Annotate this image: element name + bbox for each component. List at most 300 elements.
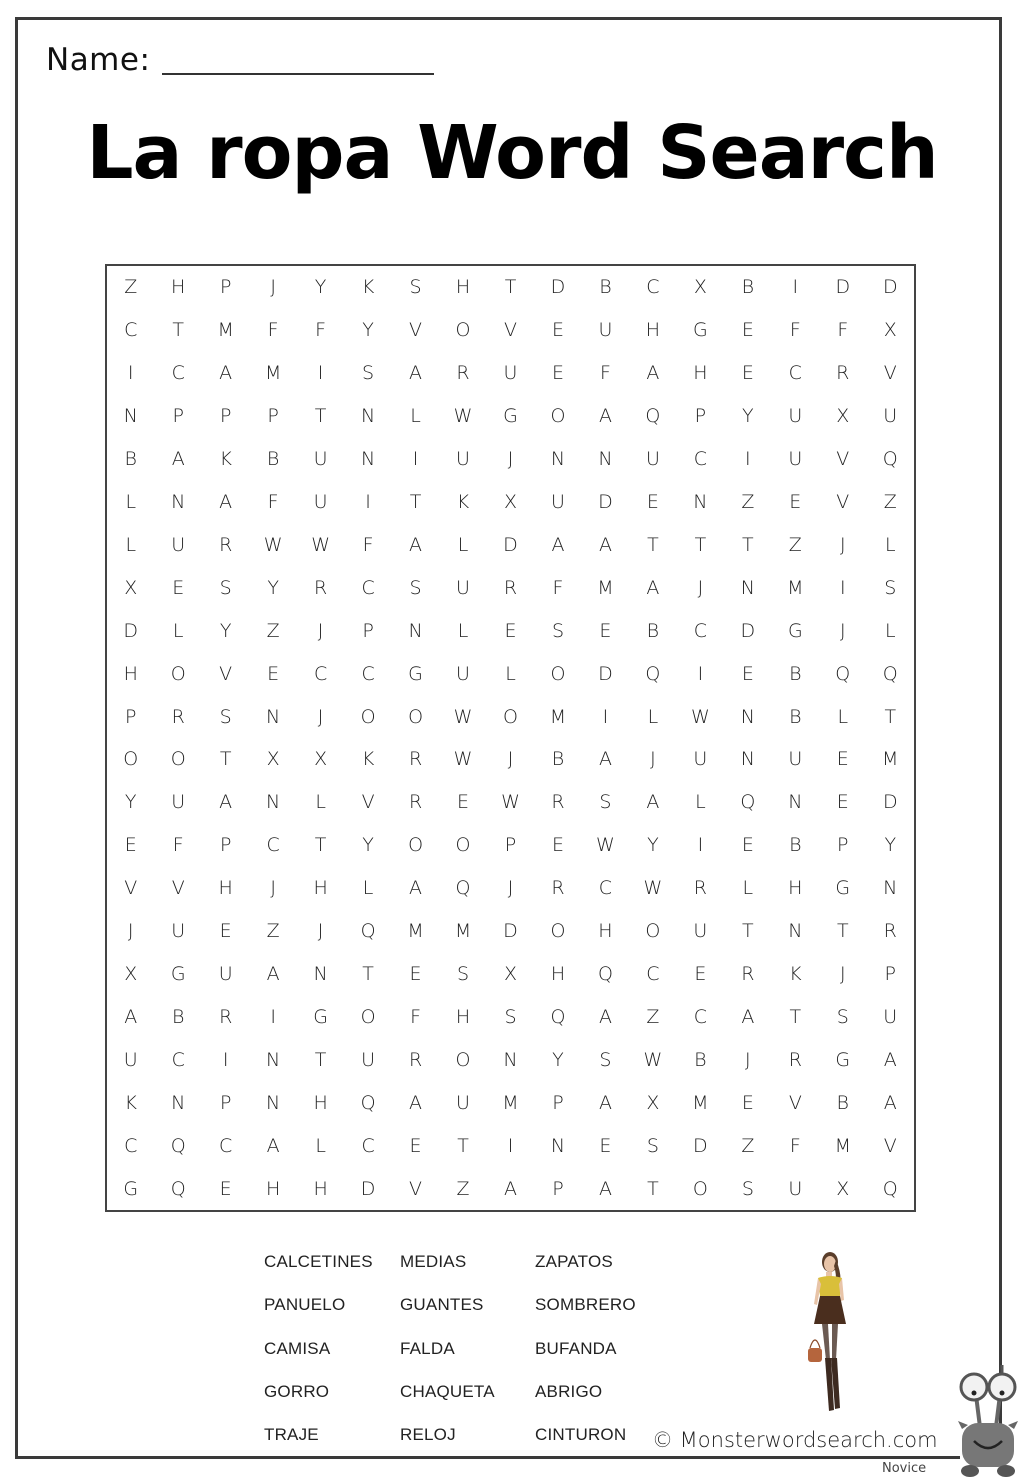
grid-cell[interactable]: U (123, 1048, 138, 1071)
grid-cell[interactable]: W (501, 791, 520, 814)
grid-cell[interactable]: A (266, 1134, 280, 1157)
grid-cell[interactable]: E (409, 962, 422, 985)
grid-cell[interactable]: N (503, 1048, 518, 1071)
grid-cell[interactable]: A (598, 405, 612, 428)
grid-cell[interactable]: N (123, 405, 138, 428)
grid-cell[interactable]: A (409, 1091, 423, 1114)
grid-cell[interactable]: U (788, 1177, 803, 1200)
grid-cell[interactable]: L (884, 619, 896, 642)
grid-cell[interactable]: H (123, 662, 138, 685)
grid-cell[interactable]: E (267, 662, 280, 685)
grid-cell[interactable]: T (314, 834, 327, 857)
grid-cell[interactable]: I (365, 490, 371, 513)
grid-cell[interactable]: B (171, 1005, 185, 1028)
grid-cell[interactable]: F (267, 319, 279, 342)
grid-cell[interactable]: V (409, 1177, 423, 1200)
grid-cell[interactable]: R (219, 533, 233, 556)
grid-cell[interactable]: A (409, 877, 423, 900)
grid-cell[interactable]: Q (360, 920, 376, 943)
grid-cell[interactable]: M (454, 920, 472, 943)
grid-cell[interactable]: C (646, 276, 660, 299)
grid-cell[interactable]: E (409, 1134, 422, 1157)
grid-cell[interactable]: W (643, 877, 663, 900)
grid-cell[interactable]: S (884, 576, 897, 599)
grid-cell[interactable]: V (219, 662, 233, 685)
grid-cell[interactable]: O (645, 920, 661, 943)
grid-cell[interactable]: A (598, 533, 612, 556)
grid-cell[interactable]: U (456, 576, 470, 599)
grid-cell[interactable]: P (552, 1177, 564, 1200)
grid-cell[interactable]: L (410, 405, 421, 428)
grid-cell[interactable]: I (317, 362, 324, 385)
grid-cell[interactable]: E (599, 1134, 612, 1157)
grid-cell[interactable]: B (599, 276, 612, 299)
grid-cell[interactable]: A (266, 962, 280, 985)
grid-cell[interactable]: O (692, 1177, 708, 1200)
grid-cell[interactable]: S (409, 576, 422, 599)
grid-cell[interactable]: H (550, 962, 566, 985)
grid-cell[interactable]: M (217, 319, 234, 342)
grid-cell[interactable]: X (836, 405, 850, 428)
grid-cell[interactable]: S (741, 1177, 754, 1200)
grid-cell[interactable]: T (314, 405, 327, 428)
grid-cell[interactable]: H (598, 920, 613, 943)
grid-cell[interactable]: P (125, 705, 137, 728)
grid-cell[interactable]: C (693, 448, 708, 471)
grid-cell[interactable]: E (504, 619, 517, 642)
grid-cell[interactable]: B (124, 448, 137, 471)
grid-cell[interactable]: U (456, 1091, 470, 1114)
grid-cell[interactable]: M (882, 748, 899, 771)
grid-cell[interactable]: H (313, 1177, 328, 1200)
grid-cell[interactable]: Q (170, 1134, 186, 1157)
grid-cell[interactable]: A (646, 576, 660, 599)
grid-cell[interactable]: S (504, 1005, 517, 1028)
grid-cell[interactable]: Q (740, 791, 756, 814)
grid-cell[interactable]: E (551, 319, 564, 342)
grid-cell[interactable]: N (550, 1134, 566, 1157)
grid-cell[interactable]: Y (362, 834, 374, 857)
grid-cell[interactable]: O (360, 1005, 376, 1028)
grid-cell[interactable]: C (361, 1134, 375, 1157)
grid-cell[interactable]: C (171, 1048, 185, 1071)
grid-cell[interactable]: A (741, 1005, 755, 1028)
grid-cell[interactable]: L (172, 619, 184, 642)
grid-cell[interactable]: M (264, 362, 282, 385)
grid-cell[interactable]: T (504, 276, 517, 299)
grid-cell[interactable]: P (219, 834, 232, 857)
grid-cell[interactable]: B (789, 834, 802, 857)
grid-cell[interactable]: N (171, 1091, 186, 1114)
grid-cell[interactable]: L (125, 490, 137, 513)
grid-cell[interactable]: A (598, 1005, 612, 1028)
grid-cell[interactable]: Y (124, 791, 137, 814)
grid-cell[interactable]: A (598, 1177, 612, 1200)
grid-cell[interactable]: B (694, 1048, 707, 1071)
grid-cell[interactable]: J (317, 619, 324, 642)
grid-cell[interactable]: X (883, 319, 897, 342)
grid-cell[interactable]: N (360, 448, 376, 471)
grid-cell[interactable]: J (839, 962, 846, 985)
grid-cell[interactable]: O (550, 405, 566, 428)
grid-cell[interactable]: A (409, 533, 423, 556)
grid-cell[interactable]: M (692, 1091, 709, 1114)
grid-cell[interactable]: F (789, 1134, 801, 1157)
grid-cell[interactable]: D (598, 662, 613, 685)
grid-cell[interactable]: M (597, 576, 614, 599)
grid-cell[interactable]: B (789, 705, 802, 728)
grid-cell[interactable]: I (270, 1005, 276, 1028)
grid-cell[interactable]: F (410, 1005, 422, 1028)
grid-cell[interactable]: P (884, 962, 896, 985)
grid-cell[interactable]: E (836, 748, 849, 771)
grid-cell[interactable]: A (503, 1177, 517, 1200)
grid-cell[interactable]: W (263, 533, 283, 556)
grid-cell[interactable]: N (360, 405, 376, 428)
grid-cell[interactable]: S (646, 1134, 659, 1157)
grid-cell[interactable]: S (551, 619, 564, 642)
grid-cell[interactable]: P (837, 834, 849, 857)
grid-cell[interactable]: G (835, 1048, 851, 1071)
grid-cell[interactable]: J (745, 1048, 751, 1071)
grid-cell[interactable]: S (599, 1048, 612, 1071)
grid-cell[interactable]: D (693, 1134, 708, 1157)
grid-cell[interactable]: W (643, 1048, 663, 1071)
grid-cell[interactable]: R (551, 791, 565, 814)
grid-cell[interactable]: L (647, 705, 659, 728)
grid-cell[interactable]: F (267, 490, 279, 513)
grid-cell[interactable]: A (883, 1048, 897, 1071)
grid-cell[interactable]: T (219, 748, 232, 771)
grid-cell[interactable]: S (409, 276, 422, 299)
grid-cell[interactable]: Q (882, 662, 898, 685)
grid-cell[interactable]: C (598, 877, 613, 900)
grid-cell[interactable]: X (124, 962, 138, 985)
grid-cell[interactable]: U (883, 1005, 898, 1028)
grid-cell[interactable]: G (503, 405, 518, 428)
grid-cell[interactable]: R (171, 705, 185, 728)
grid-cell[interactable]: F (362, 533, 374, 556)
grid-cell[interactable]: Q (835, 662, 851, 685)
grid-cell[interactable]: Z (646, 1005, 660, 1028)
grid-cell[interactable]: J (270, 877, 276, 900)
grid-cell[interactable]: E (789, 490, 802, 513)
grid-cell[interactable]: Z (741, 490, 755, 513)
grid-cell[interactable]: T (884, 705, 897, 728)
grid-cell[interactable]: U (788, 448, 803, 471)
grid-cell[interactable]: N (883, 877, 898, 900)
grid-cell[interactable]: N (788, 920, 803, 943)
grid-cell[interactable]: R (408, 748, 423, 771)
grid-cell[interactable]: N (266, 1048, 281, 1071)
grid-cell[interactable]: R (314, 576, 328, 599)
grid-cell[interactable]: A (551, 533, 565, 556)
grid-cell[interactable]: V (836, 448, 850, 471)
grid-cell[interactable]: V (503, 319, 517, 342)
grid-cell[interactable]: T (742, 533, 754, 556)
grid-cell[interactable]: Q (645, 405, 661, 428)
grid-cell[interactable]: X (503, 490, 517, 513)
grid-cell[interactable]: D (882, 276, 898, 299)
grid-cell[interactable]: K (124, 1091, 137, 1114)
grid-cell[interactable]: O (408, 705, 424, 728)
grid-cell[interactable]: N (408, 619, 423, 642)
grid-cell[interactable]: G (693, 319, 708, 342)
grid-cell[interactable]: B (551, 748, 565, 771)
grid-cell[interactable]: Y (267, 576, 279, 599)
grid-cell[interactable]: U (693, 748, 708, 771)
grid-cell[interactable]: L (695, 791, 706, 814)
grid-cell[interactable]: E (172, 576, 185, 599)
grid-cell[interactable]: X (124, 576, 138, 599)
grid-cell[interactable]: L (884, 533, 896, 556)
grid-cell[interactable]: X (266, 748, 280, 771)
grid-cell[interactable]: V (124, 877, 138, 900)
copyright-link[interactable]: © Monsterwordsearch.com (652, 1428, 938, 1452)
grid-cell[interactable]: W (453, 748, 473, 771)
grid-cell[interactable]: N (788, 791, 803, 814)
grid-cell[interactable]: O (550, 662, 566, 685)
grid-cell[interactable]: V (409, 319, 423, 342)
grid-cell[interactable]: E (599, 619, 612, 642)
grid-cell[interactable]: Q (170, 1177, 186, 1200)
grid-cell[interactable]: I (412, 448, 419, 471)
grid-cell[interactable]: E (836, 791, 849, 814)
grid-cell[interactable]: W (453, 705, 473, 728)
grid-cell[interactable]: R (219, 1005, 233, 1028)
grid-cell[interactable]: U (171, 533, 186, 556)
grid-cell[interactable]: N (598, 448, 613, 471)
grid-cell[interactable]: X (503, 962, 517, 985)
grid-cell[interactable]: F (172, 834, 184, 857)
grid-cell[interactable]: A (646, 362, 660, 385)
grid-cell[interactable]: G (313, 1005, 328, 1028)
grid-cell[interactable]: X (836, 1177, 850, 1200)
grid-cell[interactable]: Z (266, 619, 280, 642)
grid-cell[interactable]: D (740, 619, 756, 642)
grid-cell[interactable]: P (219, 1091, 232, 1114)
grid-cell[interactable]: U (456, 448, 470, 471)
grid-cell[interactable]: C (693, 1005, 708, 1028)
grid-cell[interactable]: U (551, 490, 565, 513)
grid-cell[interactable]: S (836, 1005, 849, 1028)
grid-cell[interactable]: U (171, 920, 186, 943)
grid-cell[interactable]: B (266, 448, 280, 471)
grid-cell[interactable]: O (170, 662, 186, 685)
grid-cell[interactable]: E (124, 834, 137, 857)
grid-cell[interactable]: A (219, 362, 233, 385)
grid-cell[interactable]: H (171, 276, 186, 299)
grid-cell[interactable]: U (598, 319, 613, 342)
grid-cell[interactable]: U (645, 448, 660, 471)
grid-cell[interactable]: E (551, 362, 564, 385)
grid-cell[interactable]: U (313, 490, 328, 513)
grid-cell[interactable]: K (361, 748, 375, 771)
grid-cell[interactable]: E (457, 791, 470, 814)
grid-cell[interactable]: H (455, 1005, 471, 1028)
grid-cell[interactable]: T (694, 533, 707, 556)
grid-cell[interactable]: T (742, 920, 754, 943)
grid-cell[interactable]: P (172, 405, 184, 428)
grid-cell[interactable]: E (694, 962, 707, 985)
grid-cell[interactable]: C (693, 619, 708, 642)
grid-cell[interactable]: K (456, 490, 470, 513)
grid-cell[interactable]: U (456, 662, 470, 685)
grid-cell[interactable]: B (646, 619, 660, 642)
grid-cell[interactable]: U (361, 1048, 376, 1071)
grid-cell[interactable]: C (124, 1134, 138, 1157)
grid-cell[interactable]: K (361, 276, 375, 299)
grid-cell[interactable]: T (172, 319, 184, 342)
grid-cell[interactable]: C (266, 834, 280, 857)
grid-cell[interactable]: C (788, 362, 802, 385)
grid-cell[interactable]: Z (788, 533, 802, 556)
grid-cell[interactable]: S (219, 705, 232, 728)
grid-cell[interactable]: X (693, 276, 707, 299)
grid-cell[interactable]: L (742, 877, 754, 900)
grid-cell[interactable]: S (599, 791, 612, 814)
grid-cell[interactable]: D (598, 490, 613, 513)
grid-cell[interactable]: E (741, 1091, 754, 1114)
grid-cell[interactable]: O (455, 319, 471, 342)
grid-cell[interactable]: E (219, 1177, 232, 1200)
grid-cell[interactable]: C (171, 362, 185, 385)
grid-cell[interactable]: U (883, 405, 898, 428)
grid-cell[interactable]: Y (219, 619, 232, 642)
grid-cell[interactable]: G (123, 1177, 139, 1200)
grid-cell[interactable]: L (457, 533, 469, 556)
grid-cell[interactable]: T (409, 490, 422, 513)
grid-cell[interactable]: T (457, 1134, 469, 1157)
name-input-line[interactable] (162, 73, 434, 75)
grid-cell[interactable]: Q (455, 877, 471, 900)
grid-cell[interactable]: R (408, 791, 423, 814)
grid-cell[interactable]: K (219, 448, 232, 471)
grid-cell[interactable]: L (315, 1134, 326, 1157)
grid-cell[interactable]: J (127, 920, 134, 943)
grid-cell[interactable]: I (697, 834, 704, 857)
grid-cell[interactable]: G (408, 662, 423, 685)
grid-cell[interactable]: C (313, 662, 328, 685)
grid-cell[interactable]: D (123, 619, 139, 642)
grid-cell[interactable]: N (171, 490, 186, 513)
grid-cell[interactable]: U (503, 362, 518, 385)
grid-cell[interactable]: I (507, 1134, 514, 1157)
grid-cell[interactable]: D (882, 791, 898, 814)
grid-cell[interactable]: I (839, 576, 846, 599)
grid-cell[interactable]: N (313, 962, 328, 985)
grid-cell[interactable]: B (741, 276, 755, 299)
grid-cell[interactable]: H (313, 1091, 328, 1114)
grid-cell[interactable]: N (740, 748, 755, 771)
grid-cell[interactable]: R (408, 1048, 423, 1071)
grid-cell[interactable]: T (647, 1177, 659, 1200)
grid-cell[interactable]: Q (882, 1177, 898, 1200)
grid-cell[interactable]: L (505, 662, 516, 685)
grid-cell[interactable]: Y (552, 1048, 564, 1071)
grid-cell[interactable]: U (693, 920, 708, 943)
grid-cell[interactable]: V (883, 362, 897, 385)
grid-cell[interactable]: V (836, 490, 850, 513)
grid-cell[interactable]: A (598, 1091, 612, 1114)
grid-cell[interactable]: T (647, 533, 659, 556)
grid-cell[interactable]: A (598, 748, 612, 771)
grid-cell[interactable]: H (313, 877, 328, 900)
grid-cell[interactable]: Z (741, 1134, 755, 1157)
grid-cell[interactable]: Y (884, 834, 897, 857)
grid-cell[interactable]: P (694, 405, 707, 428)
grid-cell[interactable]: Y (742, 405, 754, 428)
grid-cell[interactable]: O (408, 834, 424, 857)
grid-cell[interactable]: A (409, 362, 423, 385)
grid-cell[interactable]: A (646, 791, 660, 814)
grid-cell[interactable]: P (267, 405, 279, 428)
grid-cell[interactable]: H (645, 319, 661, 342)
grid-cell[interactable]: G (170, 962, 186, 985)
grid-cell[interactable]: J (317, 705, 324, 728)
grid-cell[interactable]: Z (124, 276, 138, 299)
grid-cell[interactable]: L (315, 791, 326, 814)
grid-cell[interactable]: M (549, 705, 567, 728)
grid-cell[interactable]: C (361, 576, 375, 599)
grid-cell[interactable]: W (596, 834, 615, 857)
grid-cell[interactable]: Y (314, 276, 327, 299)
grid-cell[interactable]: N (740, 705, 755, 728)
grid-cell[interactable]: X (314, 748, 328, 771)
grid-cell[interactable]: Y (362, 319, 374, 342)
grid-cell[interactable]: U (218, 962, 233, 985)
grid-cell[interactable]: W (690, 705, 710, 728)
grid-cell[interactable]: E (741, 362, 754, 385)
grid-cell[interactable]: J (697, 576, 704, 599)
grid-cell[interactable]: I (792, 276, 799, 299)
grid-cell[interactable]: R (503, 576, 518, 599)
grid-cell[interactable]: R (788, 1048, 802, 1071)
grid-cell[interactable]: N (266, 705, 281, 728)
grid-cell[interactable]: M (787, 576, 804, 599)
grid-cell[interactable]: H (693, 362, 708, 385)
grid-cell[interactable]: T (314, 1048, 327, 1071)
grid-cell[interactable]: A (219, 490, 233, 513)
grid-cell[interactable]: R (693, 877, 707, 900)
grid-cell[interactable]: E (741, 319, 754, 342)
grid-cell[interactable]: C (361, 662, 375, 685)
grid-cell[interactable]: Z (883, 490, 897, 513)
grid-cell[interactable]: J (507, 448, 514, 471)
grid-cell[interactable]: N (266, 1091, 281, 1114)
grid-cell[interactable]: F (552, 576, 564, 599)
grid-cell[interactable]: O (170, 748, 186, 771)
grid-cell[interactable]: I (602, 705, 609, 728)
grid-cell[interactable]: L (362, 877, 374, 900)
grid-cell[interactable]: O (550, 920, 566, 943)
grid-cell[interactable]: P (362, 619, 374, 642)
grid-cell[interactable]: G (835, 877, 851, 900)
grid-cell[interactable]: R (551, 877, 565, 900)
grid-cell[interactable]: D (360, 1177, 376, 1200)
grid-cell[interactable]: J (839, 619, 846, 642)
grid-cell[interactable]: Q (597, 962, 613, 985)
grid-cell[interactable]: O (455, 834, 471, 857)
grid-cell[interactable]: T (836, 920, 849, 943)
grid-cell[interactable]: P (552, 1091, 564, 1114)
grid-cell[interactable]: N (266, 791, 281, 814)
grid-cell[interactable]: V (883, 1134, 897, 1157)
grid-cell[interactable]: Z (266, 920, 280, 943)
grid-cell[interactable]: X (646, 1091, 660, 1114)
grid-cell[interactable]: J (317, 920, 324, 943)
grid-cell[interactable]: P (219, 276, 232, 299)
